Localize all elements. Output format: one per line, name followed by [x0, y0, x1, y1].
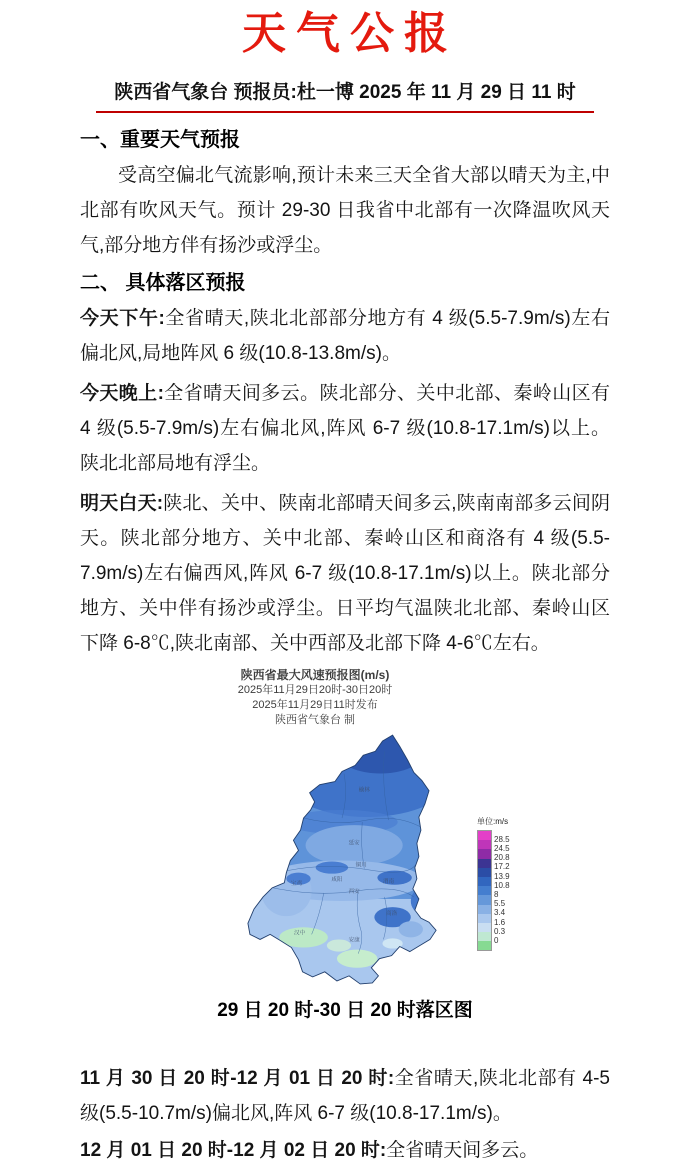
legend-tick-label: 0 [494, 935, 499, 945]
legend-tick-label: 5.5 [494, 899, 506, 909]
city-label: 渭南 [382, 878, 395, 885]
map-title-block [0, 668, 630, 728]
legend-color-cell [478, 849, 491, 858]
legend-color-cell [478, 914, 491, 923]
page-title: 天气公报 [242, 9, 458, 58]
byline-row [0, 82, 690, 113]
wind-speed-shading [241, 729, 444, 987]
city-label: 商洛 [386, 911, 398, 918]
map-producer: 陕西省气象台 制 [274, 714, 356, 726]
city-label: 延安 [348, 840, 360, 847]
forecast-this-afternoon [80, 301, 610, 371]
legend-tick-label: 3.4 [494, 908, 506, 918]
map-valid-period: 2025年11月29日20时-30日20时 [237, 684, 393, 696]
city-label: 西安 [348, 888, 360, 895]
legend-unit-label: 单位:m/s [477, 817, 509, 826]
forecast-lead: 12 月 01 日 20 时-12 月 02 日 20 时: [80, 1140, 387, 1160]
legend-color-cell [478, 831, 491, 840]
forecast-tomorrow-day [80, 486, 610, 661]
forecast-text: 陕北、关中、陕南北部晴天间多云,陕南南部多云间阴天。陕北部分地方、关中北部、秦岭山区和商洛有 4 级(5.5-7.9m/s)左右偏西风,阵风 6-7 级(10.8-17.1m/s)以上。陕北部分地方、关中伴有扬沙或浮尘。日平均气温陕北北部、秦岭山区下降 6-8℃,陕北南部、关中西部及北部下降 4-6℃左右。 [80, 493, 611, 654]
legend-tick-label: 8 [494, 889, 499, 899]
city-label: 榆林 [358, 787, 370, 794]
legend-tick-label: 13.9 [494, 871, 510, 881]
legend-tick-label: 24.5 [494, 843, 510, 853]
legend-color-cell [478, 905, 491, 914]
legend-tick-label: 10.8 [494, 880, 510, 890]
forecast-text: 全省晴天间多云。 [386, 1140, 539, 1160]
city-label: 宝鸡 [290, 880, 303, 887]
legend-color-cell [478, 840, 491, 849]
section1-heading: 一、重要天气预报 [80, 129, 240, 151]
legend-colorbar [477, 830, 492, 951]
section2-heading: 二、 具体落区预报 [80, 272, 246, 294]
forecast-nov30-dec01 [80, 1061, 610, 1131]
forecast-dec01-dec02 [80, 1133, 610, 1160]
legend-color-cell [478, 932, 491, 941]
legend-tick-label: 28.5 [494, 834, 510, 844]
legend-tick-label: 17.2 [494, 862, 510, 872]
map-caption: 29 日 20 时-30 日 20 时落区图 [217, 1000, 473, 1021]
legend-color-cell [478, 886, 491, 895]
forecast-text: 全省晴天间多云。陕北部分、关中北部、秦岭山区有 4 级(5.5-7.9m/s)左右偏北风,阵风 6-7 级(10.8-17.1m/s)以上。陕北北部局地有浮尘。 [80, 383, 610, 474]
forecast-lead: 今天下午: [80, 308, 165, 329]
legend-color-cell [478, 941, 491, 950]
forecast-text: 全省晴天,陕北北部有 4-5 级(5.5-10.7m/s)偏北风,阵风 6-7 级(10.8-17.1m/s)。 [80, 1068, 610, 1124]
legend-color-cell [478, 923, 491, 932]
legend-color-cell [478, 868, 491, 877]
byline: 陕西省气象台 预报员:杜一博 2025 年 11 月 29 日 11 时 [96, 82, 593, 113]
wind-map-figure [0, 663, 690, 995]
legend-tick-label: 20.8 [494, 853, 510, 863]
forecast-lead: 明天白天: [80, 493, 164, 514]
map-legend [477, 816, 547, 951]
forecast-text: 全省晴天,陕北北部部分地方有 4 级(5.5-7.9m/s)左右偏北风,局地阵风 6 级(10.8-13.8m/s)。 [80, 308, 610, 364]
city-label: 安康 [348, 937, 360, 944]
legend-color-cell [478, 859, 491, 868]
legend-color-cell [478, 877, 491, 886]
city-label: 咸阳 [331, 876, 343, 883]
legend-tick-label: 0.3 [494, 926, 506, 936]
map-issue-time: 2025年11月29日11时发布 [252, 699, 378, 711]
map-title: 陕西省最大风速预报图(m/s) [240, 668, 390, 682]
city-label: 汉中 [293, 930, 306, 937]
forecast-lead: 11 月 30 日 20 时-12 月 01 日 20 时: [80, 1068, 395, 1089]
shaanxi-wind-map [240, 729, 444, 987]
city-label: 铜川 [355, 862, 367, 869]
legend-tick-label: 1.6 [494, 917, 506, 927]
section1-paragraph: 受高空偏北气流影响,预计未来三天全省大部以晴天为主,中北部有吹风天气。预计 29-30 日我省中北部有一次降温吹风天气,部分地方伴有扬沙或浮尘。 [80, 165, 610, 256]
forecast-lead: 今天晚上: [80, 383, 164, 404]
forecast-tonight [80, 376, 610, 481]
legend-color-cell [478, 895, 491, 904]
